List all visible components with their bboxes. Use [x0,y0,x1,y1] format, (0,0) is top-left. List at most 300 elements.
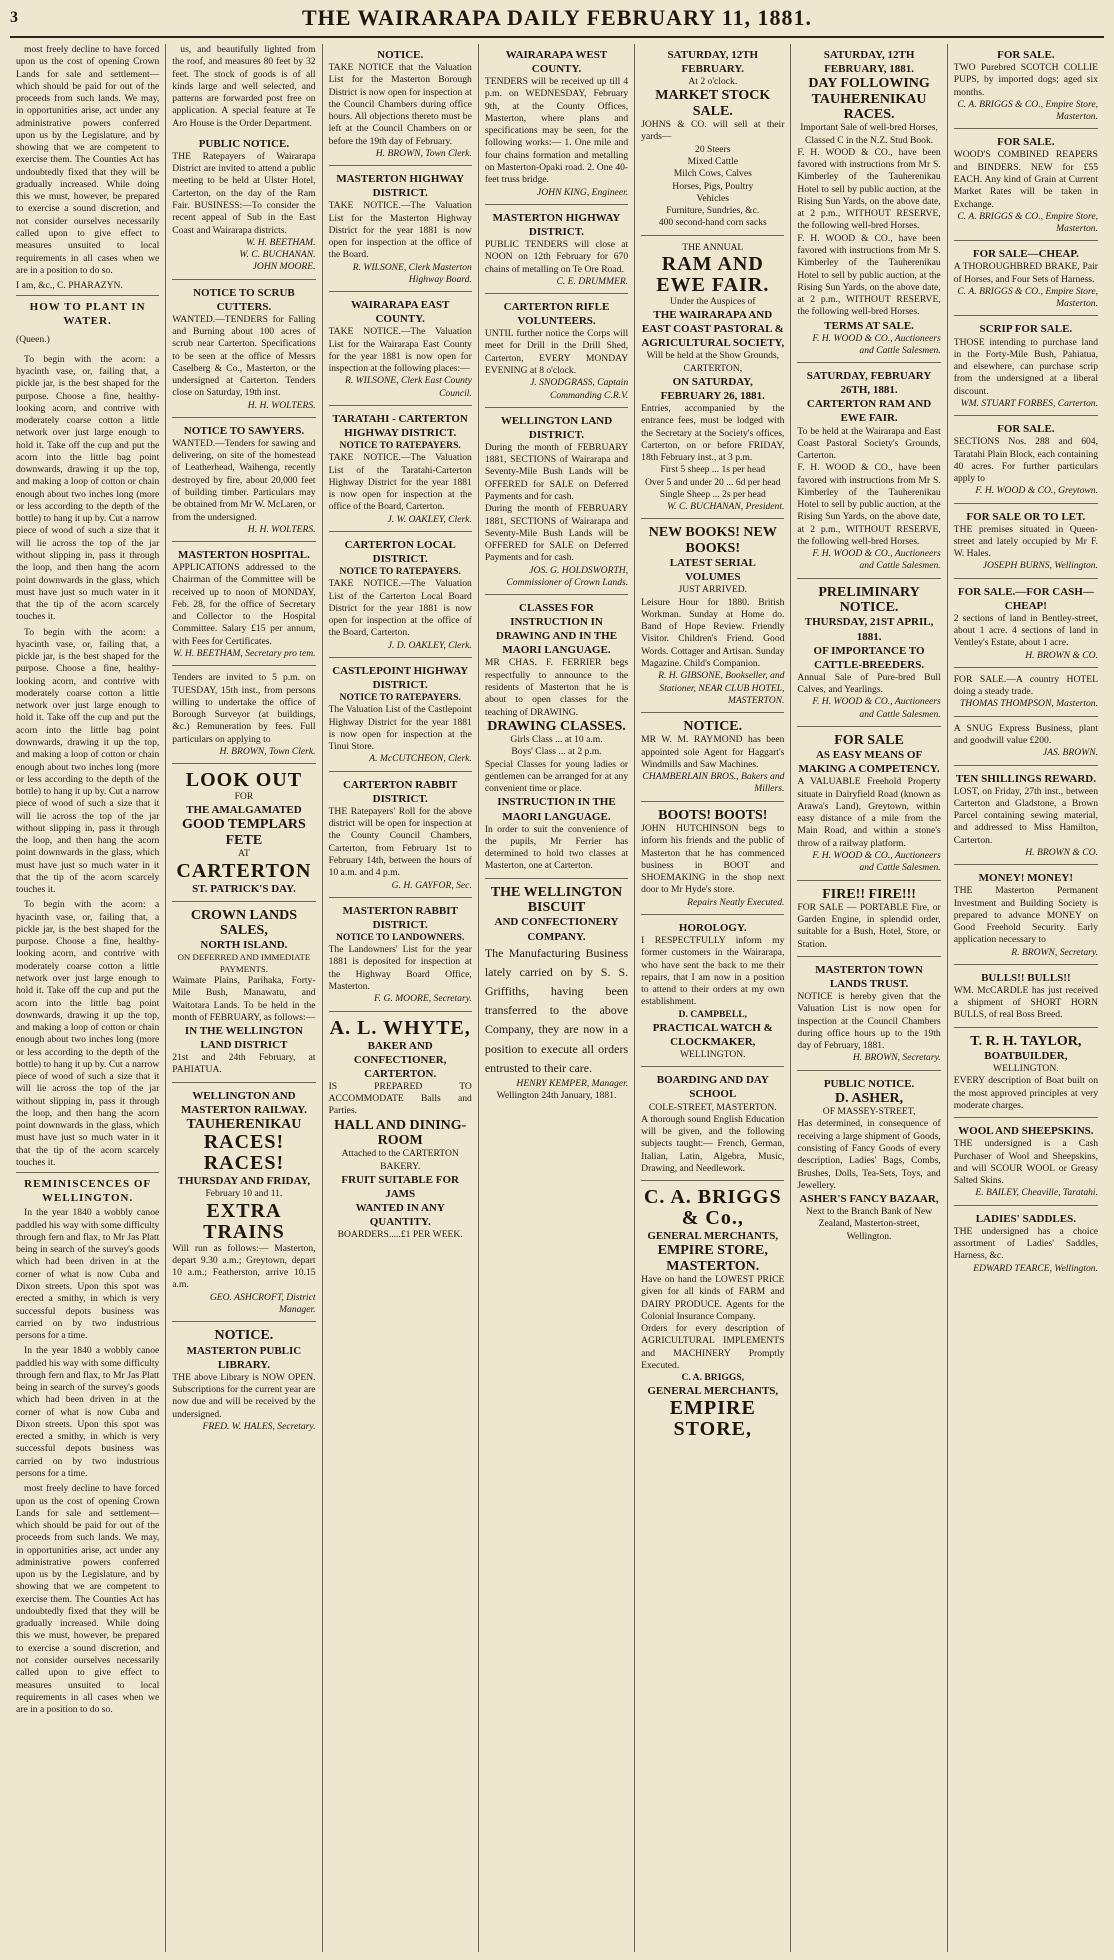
valuation-signature: H. BROWN, Town Clerk. [375,147,472,159]
preliminary-ad [797,581,940,727]
instruction-heading: INSTRUCTION IN THE MAORI LANGUAGE. [497,796,616,823]
drawing-item-1: Girls Class ... at 10 a.m. [510,734,603,746]
rail-days: THURSDAY AND FRIDAY, [177,1175,311,1188]
bulls-heading: BULLS!! BULLS!! [981,971,1071,984]
asher-ad [797,1073,940,1248]
taratahi-heading: TARATAHI - CARTERTON HIGHWAY DISTRICT. [332,412,468,440]
express-ad [954,719,1098,766]
shop-text: us, and beautifully lighted from the roof, and measures 80 feet by 32 feet. The stock of goods is of all kinds large and well selected, and patterns are forwarded post free on application. A special feature at Te Aro House is the Order Department. [172,44,316,129]
scrip-signature: WM. STUART FORBES, Carterton. [960,397,1098,409]
cld-signature: J. D. OAKLEY, Clerk. [387,639,472,651]
stock-item: 400 second-hand corn sacks [658,217,767,229]
money-ad [954,867,1098,965]
prelim-sub: OF IMPORTANCE TO CATTLE-BREEDERS. [813,644,925,671]
taratahi-signature: J. W. OAKLEY, Clerk. [387,513,472,525]
public-bazaar: ASHER'S FANCY BAZAAR, [799,1193,939,1206]
valuation-body: TAKE NOTICE that the Valuation List for the Masterton Borough District is now open for inspection at the Council Chambers during office hours. All objections thereto must be left at the Council Chambers on or before the 19th day of February. [328,62,472,147]
biscuit-sub: AND CONFECTIONERY COMPANY. [494,916,619,943]
boots-body: JOHN HUTCHINSON begs to inform his friends and the public of Masterton that he has commenced business in BOOT and SHOEMAKING in the shop next door to Mr Hyde's store. [641,823,785,896]
let-ad [954,506,1098,579]
hospital-signature: W. H. BEETHAM, Secretary pro tem. [173,648,316,660]
let-body: THE premises situated in Queen-street and lately occupied by Mr F. W. Hales. [953,523,1098,560]
wool-heading: WOOL AND SHEEPSKINS. [958,1125,1094,1138]
prelim-heading: PRELIMINARY NOTICE. [818,584,920,616]
horse-sale-ad [797,44,940,363]
mrd-sub: NOTICE TO LANDOWNERS. [336,931,465,943]
ram-annual: THE ANNUAL [682,241,744,253]
instruction-body: In order to suit the convenience of the pupils, Mr Ferrier has determined to hold two classes at Masterton, one at Carterton. [484,823,629,872]
crown-district: IN THE WELLINGTON LAND DISTRICT [184,1025,303,1052]
plant-source: (Queen.) [16,334,50,346]
emh-body: PUBLIC TENDERS will close at NOON on 12th February for 670 chains of metalling on Te Ore Road. [484,238,629,275]
market-sale-ad [641,44,784,236]
bakery-hall: HALL AND DINING-ROOM [334,1117,467,1148]
briggs-trade: GENERAL MERCHANTS, [647,1230,779,1243]
races-body: F. H. WOOD & CO., have been favored with instructions from Mr S. Kimberley of the Tauherenikau Hotel to sell by public auction, at the Rising Sun Yards, on the above date, at 2 p.m., WITHOUT RESERVE, the following well-bred Horses. [797,146,941,232]
rail-races: RACES! RACES! [203,1131,285,1175]
rail-place: TAUHERENIKAU [186,1116,302,1132]
rabbit-signature: G. H. GAYFOR, Sec. [391,879,472,891]
column-1 [10,44,166,1952]
scrip-heading: SCRIP FOR SALE. [979,323,1073,336]
public-name: D. ASHER, [835,1090,904,1106]
prelim-body: Annual Sale of Pure-bred Bull Calves, and Yearlings. [797,671,941,696]
briggs-trade-2: GENERAL MERCHANTS, [647,1385,779,1398]
horology-name: D. CAMPBELL, [678,1008,748,1020]
scrip-body: THOSE intending to purchase land in the Forty-Mile Bush, Pahiatua, and elsewhere, can purchase scrip from the undersigned at a liberal discount. [953,336,1098,397]
taylor-name: T. R. H. TAYLOR, [970,1033,1082,1049]
volunteers-signature: J. SNODGRASS, Captain Commanding C.R.V. [530,377,629,401]
brake-signature: C. A. BRIGGS & CO., Empire Store, Masterton. [957,285,1098,310]
boots-ad [641,804,784,915]
briggs-store: EMPIRE STORE, MASTERTON. [657,1243,768,1274]
sawyers-body: WANTED.—Tenders for sawing and delivering, on site of the homestead of Leatherhead, Waihenga, recently destroyed by fire, about 20,000 feet of building timber. Particulars may be obtained from Mr W. McLaren, or from the undersigned. [172,437,316,523]
notice-heading: NOTICE. [683,719,743,735]
mhd-signature: R. WILSONE, Clerk Masterton Highway Board. [352,261,472,285]
meeting-name-2: W. C. BUCHANAN. [239,249,316,261]
trust-body: NOTICE is hereby given that the Valuation List is now open for inspection at the Council Chambers during office hours up to the 19th day of February, 1881. [797,991,941,1052]
sale-lead: JOHNS & CO. will sell at their yards— [641,119,785,143]
plant-body: To begin with the acorn: a hyacinth vase, or, failing that, a pickle jar, is the best shaped for the purpose. Choose a fine, healthy-looking acorn, and contrive with moderately coarse cotton a little network over just large enough to hold it. Take off the cup and put the acorn into the little bag point downwards, drawing it up the top, and making a loop of cotton or chain enough about two inches long (more or less according to the depth of the bottle) to hang it up by. Cut a narrow piece of wood of such a size that it will lie across the top of the jar without slipping in, pass it through the loop, and then hang the acorn point downwards in the glass, which must have just so much water in it that the tip of the acorn scarcely touches it. [16,353,160,623]
crown-body: Waimate Plains, Parihaka, Forty-Mile Bush, Manawatu, and Waitotara Lands. To be held in the month of FEBRUARY, as follows:— [172,974,316,1023]
fire-ad [797,883,940,957]
saddles-signature: EDWARD TEARCE, Wellington. [973,1262,1098,1274]
look-fete: GOOD TEMPLARS FETE [182,817,306,848]
reapers-body: WOOD'S COMBINED REAPERS and BINDERS. NEW for £55 EACH. Any kind of Grain at Current Market Rates will be taken in Exchange. [953,149,1098,210]
reward-ad [954,768,1098,866]
cash-body: 2 sections of land in Bentley-street, about 1 acre. 4 sections of land in Ventley's Estate, about 1 acre. [953,612,1098,649]
reapers-heading: FOR SALE. [997,136,1055,149]
mrd-heading: MASTERTON RABBIT DISTRICT. [342,904,458,931]
reward-body: LOST, on Friday, 27th inst., between Carterton and Gladstone, a Brown Parcel containing sewing material, and addressed to Miss Hamilton, Carterton. [953,785,1098,846]
cp-sub: NOTICE TO RATEPAYERS. [339,692,461,704]
wool-signature: E. BAILEY, Cheaville, Taratahi. [975,1187,1098,1199]
express-signature: JAS. BROWN. [1042,747,1098,759]
rail-signature: GEO. ASHCROFT, District Manager. [209,1291,316,1315]
fire-body: FOR SALE — PORTABLE Fire, or Garden Engine, in splendid order, suitable for a Bush, Hotel, Store, or Station. [797,901,941,950]
page-number: 3 [10,9,18,26]
wld-heading: WELLINGTON LAND DISTRICT. [500,414,613,441]
essay-text: most freely decline to have forced upon us the cost of opening Crown Lands for sale and settlement—which should be paid for out of the proceeds from such lands. We may, in opportunities arise, act under any administrative powers conferred upon us by the Legislature, and by showing that we are competent to exercise them. The Counties Act has undoubtedly fixed that they will be gradually increased. While doing this we must, however, be prepared to exercise a sound discretion, and not consider ourselves necessarily called upon to give effect to measures unsuited to local requirements in all cases when we are in a position to do so. [16,44,160,276]
drawing-heading: DRAWING CLASSES. [487,718,626,734]
scrub-body: WANTED.—TENDERS for Falling and Burning about 100 acres of scrub near Carterton. Specifications to be seen at the office of Messrs Caselberg & Co., Masterton, or the undersigned at Carterton. Tenders close on Saturday, 19th inst. [172,313,316,399]
stock-item: Horses, Pigs, Poultry [672,180,754,192]
taylor-place: WELLINGTON. [993,1063,1059,1075]
races-heading: DAY FOLLOWING TAUHERENIKAU RACES. [808,76,930,122]
ewe-heading: CARTERTON RAM AND EWE FAIR. [806,398,932,425]
hospital-heading: MASTERTON HOSPITAL. [177,549,310,562]
look-out: LOOK OUT [185,769,303,792]
look-amalgamated: THE AMALGAMATED [186,804,302,817]
bakery-attached: Attached to the CARTERTON BAKERY. [341,1148,459,1172]
bakery-fruit: FRUIT SUITABLE FOR JAMS [341,1173,459,1200]
notice-body: MR W. M. RAYMOND has been appointed sole Agent for Haggart's Windmills and Saw Machines. [641,734,785,770]
castlepoint-ad [329,660,472,772]
prelim-date: THURSDAY, 21ST APRIL, 1881. [804,616,934,643]
hospital-ad [172,544,315,666]
reapers-ad [954,131,1098,241]
books-signature: R. H. GIBSONE, Bookseller, and Stationer, NEAR CLUB HOTEL, MASTERTON. [658,670,785,706]
volunteers-body: UNTIL further notice the Corps will meet for Drill in the Drill Shed, Carterton, EVERY MONDAY EVENING at 8 o'clock. [484,328,629,376]
carterton-local-ad [329,534,472,658]
ram-fee-1: First 5 sheep ... 1s per head [660,464,766,476]
cash-ad [954,581,1098,668]
public-meeting-ad [172,133,315,280]
books-sub2: JUST ARRIVED. [678,584,748,596]
page-title: THE WAIRARAPA DAILY FEBRUARY 11, 1881. [301,5,813,30]
rail-heading: WELLINGTON AND MASTERTON RAILWAY. [180,1089,307,1116]
collie-heading: FOR SALE. [997,49,1055,61]
school-ad [641,1069,784,1181]
ram-signature: W. C. BUCHANAN, President. [667,501,785,513]
saddles-heading: LADIES' SADDLES. [975,1212,1076,1225]
valuation-ad [329,44,472,166]
ewe-body: To be held at the Wairarapa and East Coast Pastoral Society's Grounds, Carterton. [797,425,941,462]
tenders-signature: JOHN KING, Engineer. [537,186,629,198]
cash-signature: H. BROWN & CO. [1025,649,1098,661]
columns [10,44,1104,1952]
library-body: THE above Library is NOW OPEN. Subscriptions for the current year are now due and will be received by the undersigned. [172,1371,316,1420]
trust-heading: MASTERTON TOWN LANDS TRUST. [815,963,923,991]
valuation-heading: NOTICE. [377,49,424,61]
town-lands-ad [797,959,940,1071]
sale-heading: MARKET STOCK SALE. [655,88,771,119]
notes-body-repeat: In the year 1840 a wobbly canoe paddled his way with some difficulty through fern and flax, to Mr Jas Platt being in search of the survey's goods which had been driven in at the corner of what is now Cuba and Dixon streets. Upon this spot was erected a smithy, in which is very successful depots business was carried on by two industrious persons for a time. [16,1345,160,1479]
reapers-signature: C. A. BRIGGS & CO., Empire Store, Masterton. [957,210,1098,235]
crown-sub: NORTH ISLAND. [200,939,288,952]
ewe-fair-ad [797,365,940,579]
saddles-ad [954,1208,1098,1280]
horology-ad [641,917,784,1067]
stock-item: Vehicles [696,192,730,204]
briggs-body: Have on hand the LOWEST PRICE given for all kinds of FARM and DAIRY PRODUCE. Agents for the Colonial Insurance Company. [641,1273,785,1322]
races-date: SATURDAY, 12TH FEBRUARY, 1881. [823,49,915,76]
library-ad [172,1324,315,1438]
public-address: Next to the Branch Bank of New Zealand, Masterton-street, Wellington. [805,1206,933,1242]
stock-item: Milch Cows, Calves [673,168,752,180]
cld-sub: NOTICE TO RATEPAYERS. [339,566,461,578]
hotel-ad [954,670,1098,717]
biscuit-heading: THE WELLINGTON BISCUIT [490,884,623,916]
sections-body: SECTIONS Nos. 288 and 604, Taratahi Plain Block, each containing 40 acres. For further particulars apply to [953,436,1098,485]
drawing-body: Special Classes for young ladies or gentlemen can be arranged for at any convenient time or place. [484,758,629,795]
library-heading: NOTICE. [214,1328,274,1344]
library-sub: MASTERTON PUBLIC LIBRARY. [186,1344,302,1371]
horology-heading: HOROLOGY. [678,922,747,934]
let-heading: FOR SALE OR TO LET. [966,510,1086,523]
ewe-signature: F. H. WOOD & CO., Auctioneers and Cattle Salesmen. [812,548,941,572]
briggs-name: C. A. BRIGGS & Co., [643,1186,782,1230]
sections-heading: FOR SALE. [997,423,1055,436]
let-signature: JOSEPH BURNS, Wellington. [982,560,1098,572]
forsale-sub: AS EASY MEANS OF MAKING A COMPETENCY. [798,749,940,776]
collie-body: TWO Purebred SCOTCH COLLIE PUPS, by imported dogs; aged six months. [953,62,1098,98]
biscuit-signature: HENRY KEMPER, Manager. [516,1077,629,1089]
taratahi-ad [329,408,472,532]
school-sub: COLE-STREET, MASTERTON. [648,1101,777,1113]
bakery-trade: BAKER AND CONFECTIONER, CARTERTON. [353,1039,447,1080]
sections-signature: F. H. WOOD & CO., Greytown. [975,485,1098,497]
sale-date: SATURDAY, 12TH FEBRUARY. [667,49,759,76]
plant-body-repeat: To begin with the acorn: a hyacinth vase, or, failing that, a pickle jar, is the best shaped for the purpose. Choose a fine, healthy-looking acorn, and contrive with moderately coarse cotton a little network over just large enough to hold it. Take off the cup and put the acorn into the little bag point downwards, drawing it up the top, and making a loop of cotton or chain enough about two inches long (more or less according to the depth of the bottle) to hang it up by. Cut a narrow piece of wood of such a size that it will lie across the top of the jar without slipping in, pass it through the loop, and then hang the acorn point downwards in the glass, which must have just so much water in it that the tip of the acorn scarcely touches it. [16,626,160,896]
emh-signature: C. E. DRUMMER. [556,275,629,287]
east-signature: R. WILSONE, Clerk East County Council. [345,375,472,399]
forsale-signature: F. H. WOOD & CO., Auctioneers and Cattle Salesmen. [812,849,941,874]
tenders-ad [485,44,628,205]
hotel-signature: THOMAS THOMPSON, Masterton. [959,698,1098,710]
horology-addr: WELLINGTON. [679,1049,746,1061]
rail-extra: EXTRA TRAINS [203,1199,285,1243]
east-county-ad [329,294,472,406]
ram-fee-3: Single Sheep ... 2s per head [659,488,766,500]
wld-signature: JOS. G. HOLDSWORTH, Commissioner of Crown Lands. [506,564,629,588]
sawyers-ad [172,420,315,542]
races-terms: TERMS AT SALE. [824,319,914,332]
cld-body: TAKE NOTICE.—The Valuation List of the Carterton Local Board District for the year 1881 is now open for inspection at the office of the Board, Carterton. [328,578,472,639]
crown-heading: CROWN LANDS SALES, [190,907,298,938]
wld-body-repeat: During the month of FEBRUARY 1881, SECTIONS of Wairarapa and Seventy-Mile Bush Lands will be OFFERED for SALE on Deferred Payments and for cash. [484,503,629,564]
briggs-name-2: C. A. BRIGGS, [681,1372,745,1384]
look-carterton: CARTERTON [176,859,312,882]
boots-signature: Repairs Neatly Executed. [687,896,785,908]
money-heading: MONEY! MONEY! [978,872,1074,885]
meeting-heading: PUBLIC NOTICE. [198,137,290,150]
books-sub: LATEST SERIAL VOLUMES [669,557,756,584]
races-signature: F. H. WOOD & CO., Auctioneers and Cattle Salesmen. [812,332,941,356]
crown-lands-ad [172,904,315,1083]
ram-body: Entries, accompanied by the entrance fees, must be lodged with the Secretary at the Society's offices, Carterton, on or before FRIDAY, 18th February inst., at 3 p.m. [641,403,785,464]
hotel-body: FOR SALE.—A country HOTEL doing a steady trade. [953,673,1098,698]
school-heading: BOARDING AND DAY SCHOOL [656,1074,769,1101]
school-body: A thorough sound English Education will be given, and the following subjects taught:— French, German, Italian, Latin, Algebra, Music, Drawing, and Needlework. [641,1113,785,1174]
brake-ad [954,243,1098,316]
saddles-body: THE undersigned has a choice assortment of Ladies' Saddles, Harness, &c. [953,1225,1098,1262]
volunteers-heading: CARTERTON RIFLE VOLUNTEERS. [503,301,610,328]
ram-fee-2: Over 5 and under 20 ... 6d per head [644,476,781,488]
east-body: TAKE NOTICE.—The Valuation List for the Wairarapa East County for the year 1881 is now open for inspection at the following places:— [328,326,472,375]
races-sub: Important Sale of well-bred Horses, Classed C in the N.Z. Stud Book. [800,122,938,146]
taylor-ad [954,1030,1098,1119]
cp-heading: CASTLEPOINT HIGHWAY DISTRICT. [332,665,469,692]
books-heading: NEW BOOKS! NEW BOOKS! [648,525,777,556]
crown-date: 21st and 24th February, at PAHIATUA. [172,1052,316,1076]
plant-body-repeat-2: To begin with the acorn: a hyacinth vase, or, failing that, a pickle jar, is the best shaped for the purpose. Choose a fine, healthy-looking acorn, and contrive with moderately coarse cotton a little network over just large enough to hold it. Take off the cup and put the acorn into the little bag point downwards, drawing it up the top, and making a loop of cotton or chain enough about two inches long (more or less according to the depth of the bottle) to hang it up by. Cut a narrow piece of wood of such a size that it will lie across the top of the jar without slipping in, pass it through the loop, and then hang the acorn point downwards in the glass, which must have just so much water in it that the tip of the acorn scarcely touches it. [16,899,160,1168]
wool-ad [954,1120,1098,1205]
notice-signature: CHAMBERLAIN BROS., Bakers and Millers. [642,771,785,795]
briggs-store-2: EMPIRE STORE, [669,1397,756,1441]
wool-body: THE undersigned is a Cash Purchaser of Wool and Sheepskins, and will SCOUR WOOL or Greasy Salted Skins. [953,1138,1098,1187]
briggs-orders: Orders for every description of AGRICULTURAL IMPLEMENTS and MACHINERY Promptly Executed. [641,1323,785,1371]
column-3 [323,44,479,1952]
cp-body: The Valuation List of the Castlepoint Highway District for the year 1881 is now open for inspection at the Tinui Store. [328,704,472,753]
bakery-boarders: BOARDERS.....£1 PER WEEK. [337,1229,463,1241]
reward-signature: H. BROWN & CO. [1025,846,1098,858]
rabbit-heading: CARTERTON RABBIT DISTRICT. [343,778,458,805]
taratahi-body: TAKE NOTICE.—The Valuation List of the Taratahi-Carterton Highway District for the year 1881 is now open for inspection at the office of the Board, Carterton. [328,452,472,513]
cp-signature: A. McCUTCHEON, Clerk. [369,753,472,765]
rail-dates: February 10 and 11. [205,1188,283,1200]
column-2 [166,44,322,1952]
mhd-heading: MASTERTON HIGHWAY DISTRICT. [336,173,465,200]
wld-body: During the month of FEBRUARY 1881, SECTIONS of Wairarapa and Seventy-Mile Bush Lands will be OFFERED for SALE on Deferred Payments and for cash. [484,441,629,502]
east-heading: WAIRARAPA EAST COUNTY. [350,299,450,326]
races-body-repeat: F. H. WOOD & CO., have been favored with instructions from Mr S. Kimberley of the Tauherenikau Hotel to sell by public auction, at the Rising Sun Yards, on the above date, at 2 p.m., WITHOUT RESERVE, the following well-bred Horses. [797,232,941,318]
rail-body: Will run as follows:— Masterton, depart 9.30 a.m.; Greytown, depart 10 a.m.; Featherston, arrive 10.15 a.m. [172,1242,316,1291]
property-sale-ad [797,729,940,881]
column-7 [948,44,1104,1952]
tenders-body: TENDERS will be received up till 4 p.m. on WEDNESDAY, February 9th, at the County Offices, Masterton, where plans and specifications may be seen, for the following works:— 1. One mile and four chains formation and metalling on Masterton-Opaki road. 2. One 40-feet truss bridge. [484,76,629,186]
templars-fete-ad [172,766,315,901]
notes-heading: REMINISCENCES OF WELLINGTON. [24,1178,152,1205]
express-body: A SNUG Express Business, plant and goodwill value £200. [953,722,1098,746]
money-body: THE Masterton Permanent Investment and Building Society is prepared to advance MONEY on Good Freehold Security. Early application necessary to [953,885,1098,946]
look-date: ST. PATRICK'S DAY. [192,882,296,895]
sawyers-heading: NOTICE TO SAWYERS. [183,424,305,437]
volunteers-ad [485,296,628,408]
sections-ad [954,418,1098,503]
scrub-heading: NOTICE TO SCRUB CUTTERS. [193,286,295,313]
forsale-heading: FOR SALE [834,732,904,748]
mhd-ad [329,168,472,292]
money-signature: R. BROWN, Secretary. [1011,946,1098,958]
ram-society: THE WAIRARAPA AND EAST COAST PASTORAL & AGRICULTURAL SOCIETY, [641,309,785,350]
notice-ad [641,715,784,802]
column-4 [479,44,635,1952]
bakery-name: A. L. WHYTE, [329,1016,471,1039]
horology-body: I RESPECTFULLY inform my former customers in the Wairarapa, who have sent the back to me their repairs, that I am now in a position to attend to their orders at my own establishment. [641,935,785,1008]
surveyor-body: Tenders are invited to 5 p.m. on TUESDAY, 15th inst., from persons willing to undertake the office of Borough Surveyor (at buildings, &c.) Remuneration by fees. Full particulars on applying to [172,672,316,745]
briggs-ad [641,1183,784,1445]
books-body: Leisure Hour for 1880. British Workman. Sunday at Home do. Band of Hope Review. Friendly Visitor. Children's Friend. Good Words. Cottager and Artisan. Sunday Magazine. Child's Companion. [641,596,785,669]
brake-heading: FOR SALE—CHEAP. [972,248,1079,261]
bakery-wanted: WANTED IN ANY QUANTITY. [355,1202,445,1229]
taylor-body: EVERY description of Boat built on the most approved principles at very moderate charges. [953,1075,1098,1111]
taylor-trade: BOATBUILDER, [984,1050,1068,1063]
collie-signature: C. A. BRIGGS & CO., Empire Store, Masterton. [957,98,1098,123]
collie-ad [954,44,1098,129]
emh-heading: MASTERTON HIGHWAY DISTRICT. [492,211,621,238]
ewe-date: SATURDAY, FEBRUARY 26TH, 1881. [806,370,932,397]
maori-body: MR CHAS. F. FERRIER begs respectfully to announce to the residents of Masterton that he is about to open classes for the teaching of DRAWING. [484,657,629,718]
meeting-name-3: JOHN MOORE. [252,261,316,273]
rabbit-body: THE Ratepayers' Roll for the above district will be open for inspection at the County Council Chambers, Carterton, from February 1st to February 14th, between the hours of 10 a.m. and 4 p.m. [328,805,472,879]
fire-heading: FIRE!! FIRE!!! [822,886,916,902]
masterton-rabbit-ad [329,900,472,1012]
maori-classes-ad [485,597,628,879]
hospital-body: APPLICATIONS addressed to the Chairman of the Committee will be received up to noon of MONDAY, Feb. 28, for the office of Secretary and Collector to the Hospital Committee. Salary £15 per annum, with Fees for Certificates. [172,562,316,647]
crown-payments: ON DEFERRED AND IMMEDIATE PAYMENTS. [177,952,311,974]
notes-body: In the year 1840 a wobbly canoe paddled his way with some difficulty through fern and flax, to Mr Jas Platt being in search of the survey's goods which had been driven in at the corner of what is now Cuba and Dixon streets. Upon this spot was erected a smithy, in which is very successful depots business was carried on by two industrious persons for a time. [16,1207,160,1342]
land-district-ad [485,410,628,595]
mrd-signature: F. G. MOORE, Secretary. [374,993,472,1005]
mhd-body: TAKE NOTICE.—The Valuation List for the Masterton Highway District for the year 1881 is now open for inspection at the office of the Board. [328,200,472,261]
public-heading: PUBLIC NOTICE. [823,1077,915,1090]
sawyers-signature: H. H. WOLTERS. [247,523,316,535]
biscuit-body: The Manufacturing Business lately carried on by S. S. Griffiths, having been transferred to the above Company, they are now in a position to execute all orders entrusted to their care. [484,945,629,1075]
taratahi-sub: NOTICE TO RATEPAYERS. [339,440,461,452]
maori-heading: CLASSES FOR INSTRUCTION IN DRAWING AND IN THE MAORI LANGUAGE. [495,602,618,657]
stock-item: Mixed Cattle [687,156,738,167]
ewe-body-repeat: F. H. WOOD & CO., have been favored with instructions from Mr S. Kimberley of the Tauherenikau Hotel to sell by public auction, at the Rising Sun Yards, on the above date, at 2 p.m., WITHOUT RESERVE, the following well-bred Horses. [797,462,941,547]
stock-item: Furniture, Sundries, &c. [666,205,760,217]
horology-title: PRACTICAL WATCH & CLOCKMAKER, [652,1021,773,1049]
look-for: FOR [234,791,254,803]
essay-signature: I am, &c., C. PHARAZYN. [16,280,123,292]
bulls-ad [954,967,1098,1028]
stock-list [641,144,784,230]
brake-body: A THOROUGHBRED BRAKE, Pair of Horses, and Four Sets of Harness. [953,261,1098,285]
ram-fair-ad [641,238,784,520]
look-at: AT [238,848,250,860]
tenders-heading: WAIRARAPA WEST COUNTY. [505,49,608,76]
emh-ad [485,207,628,294]
mrd-body: The Landowners' List for the year 1881 is deposited for inspection at the Highway Board Office, Masterton. [328,944,472,992]
scrub-signature: H. H. WOLTERS. [247,399,316,411]
column-5 [635,44,791,1952]
books-ad [641,521,784,713]
cash-heading: FOR SALE.—FOR CASH—CHEAP! [957,585,1094,612]
ram-date: ON SATURDAY, FEBRUARY 26, 1881. [660,375,765,402]
biscuit-ad [485,881,628,1108]
essay-repeat: most freely decline to have forced upon us the cost of opening Crown Lands for sale and settlement—which should be paid for out of the proceeds from such lands. We may, in opportunities arise, act under any administrative powers conferred upon us by the Legislature, and by showing that we are competent to exercise them. The Counties Act has undoubtedly fixed that they will be gradually increased. While doing this we must, however, be prepared to exercise a sound discretion, and not consider ourselves necessarily called upon to give effect to measures unsuited to local requirements in all cases when we are in a position to do so. [16,1483,160,1716]
library-signature: FRED. W. HALES, Secretary. [202,1420,316,1432]
forsale-body: A VALUABLE Freehold Property situate in Dairyfield Road (known as Arawa's Land), Greytown, within easy distance of a mile from the Main Road, and within a stone's throw of a railway platform. [797,776,941,849]
bakery-body: IS PREPARED TO ACCOMMODATE Balls and Parties. [328,1080,472,1117]
cld-heading: CARTERTON LOCAL DISTRICT. [344,538,456,566]
ram-heading: RAM AND EWE FAIR. [656,252,770,296]
ram-venue: Will be held at the Show Grounds, CARTERTON, [646,350,780,374]
masthead [10,0,1104,38]
stock-item: 20 Steers [695,143,731,155]
prelim-signature: F. H. WOOD & CO., Auctioneers and Cattle Salesmen. [812,696,941,720]
surveyor-ad [172,668,315,764]
boots-heading: BOOTS! BOOTS! [658,807,768,823]
plant-heading: HOW TO PLANT IN WATER. [29,301,146,328]
sale-time: At 2 o'clock. [688,76,738,88]
scrip-ad [954,318,1098,416]
public-body: Has determined, in consequence of receiving a large shipment of Goods, consisting of Fancy Goods of every description, Ladies' Bags, Combs, Brushes, Dolls, Tea-Sets, Toys, and Jewellery. [797,1118,941,1191]
bulls-body: WM. McCARDLE has just received a shipment of SHORT HORN BULLS, of real Boss Breed. [953,984,1098,1021]
bakery-ad [329,1014,472,1247]
reward-heading: TEN SHILLINGS REWARD. [955,772,1096,785]
meeting-name-1: W. H. BEETHAM. [245,236,316,248]
trust-signature: H. BROWN, Secretary. [852,1052,941,1064]
ram-auspices: Under the Auspices of [670,295,756,307]
railway-ad [172,1085,315,1322]
public-sub: OF MASSEY-STREET, [822,1106,916,1118]
biscuit-date: Wellington 24th January, 1881. [496,1090,617,1102]
meeting-body: THE Ratepayers of Wairarapa District are invited to attend a public meeting to be held at Ulster Hotel, Carterton, on the day of the Ram Fair. BUSINESS:—To consider the recent appeal of Sub in the East Coast and Wairarapa districts. [172,150,316,236]
